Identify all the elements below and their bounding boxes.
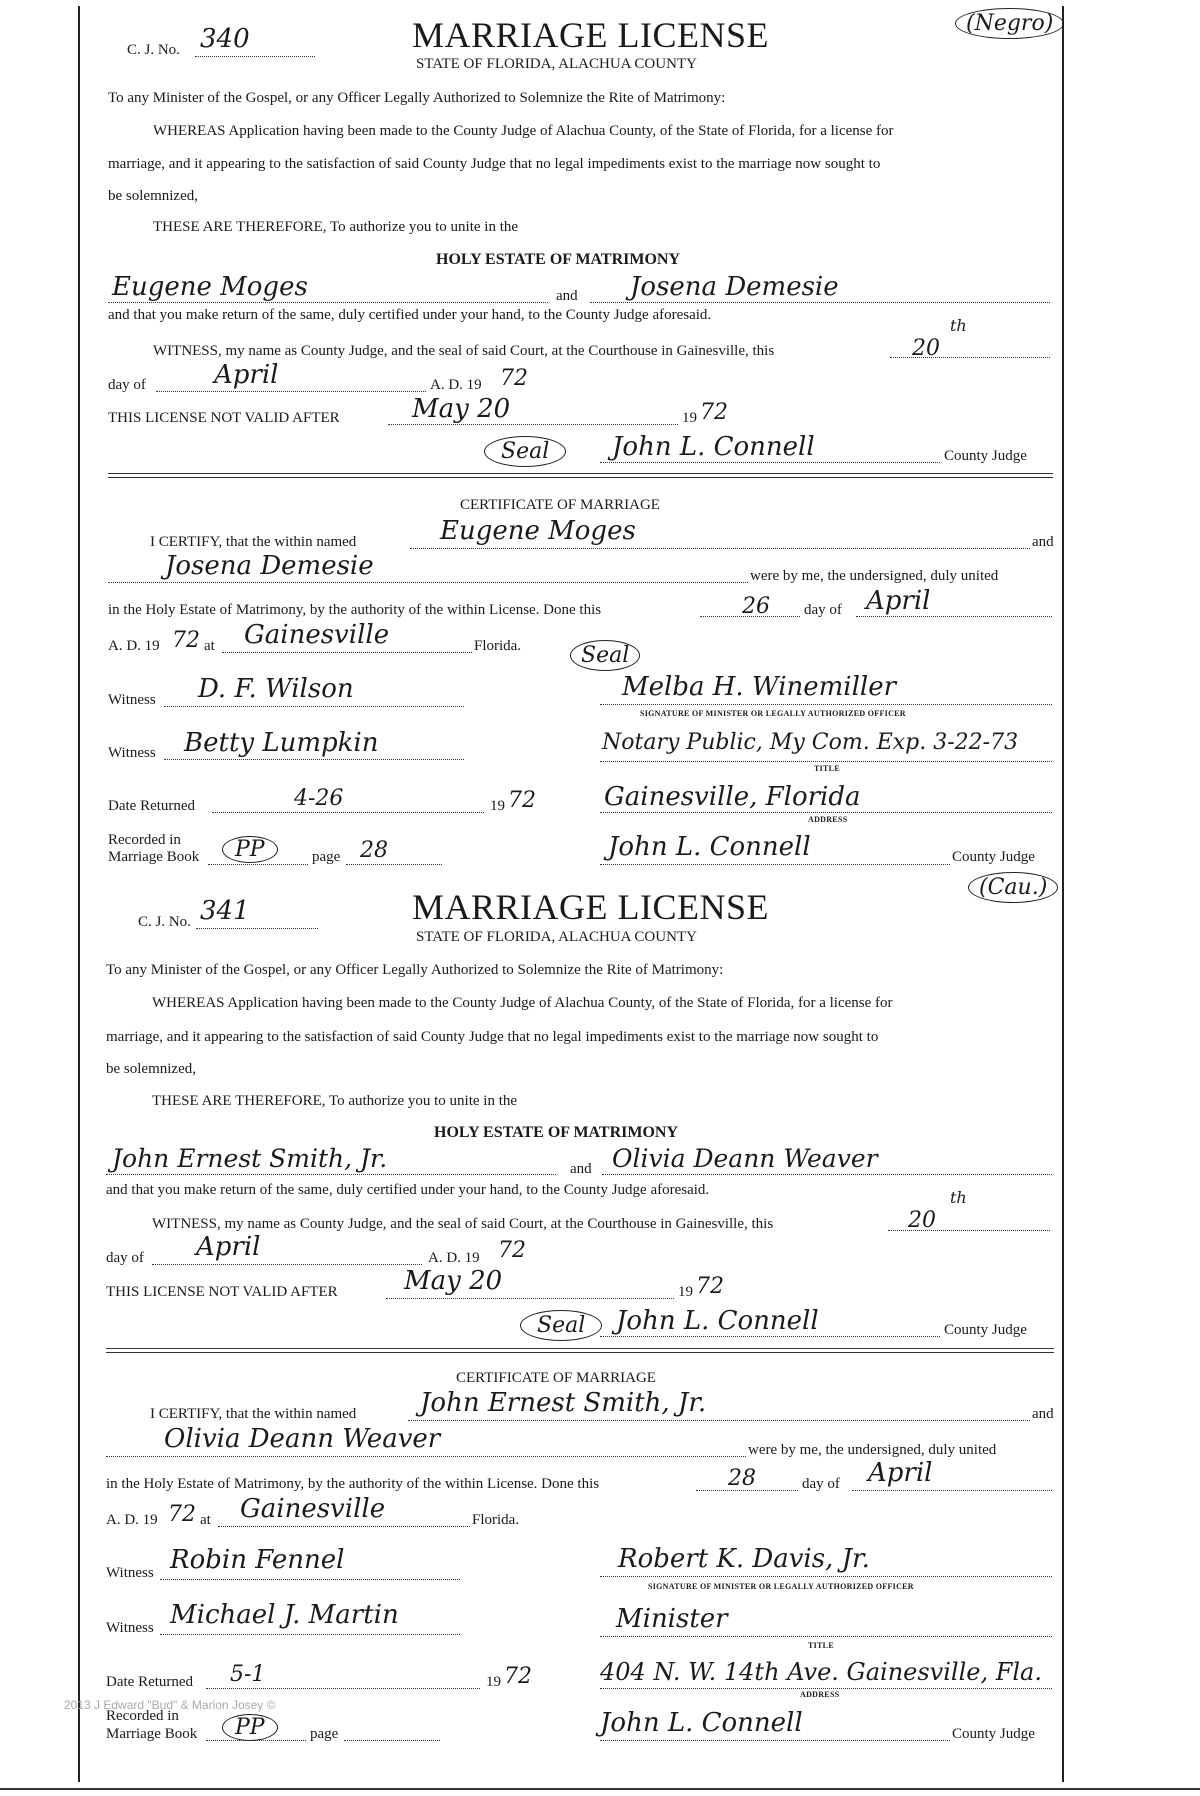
witness-judge-line: WITNESS, my name as County Judge, and the seal of said Court, at the Courthouse in Gainesville, this — [152, 1216, 774, 1232]
florida-label: Florida. — [474, 638, 522, 654]
therefore-line: THESE ARE THEREFORE, To authorize you to unite in the — [153, 219, 519, 235]
sig-officer-caption: SIGNATURE OF MINISTER OR LEGALLY AUTHORIZED OFFICER — [648, 1582, 914, 1591]
witness1-label: Witness — [108, 692, 156, 708]
cert-and-label: and — [1032, 1406, 1054, 1422]
holy-estate-heading: HOLY ESTATE OF MATRIMONY — [434, 1124, 679, 1141]
cert-place: Gainesville — [240, 1494, 386, 1524]
section-divider — [106, 1348, 1054, 1353]
cert-ad-label: A. D. 19 — [108, 638, 160, 654]
date-returned-label: Date Returned — [106, 1674, 194, 1690]
address-caption: ADDRESS — [808, 815, 848, 824]
therefore-line: THESE ARE THEREFORE, To authorize you to unite in the — [152, 1093, 518, 1109]
title-caption: TITLE — [808, 1641, 834, 1650]
were-by-me-line: were by me, the undersigned, duly united — [748, 1442, 997, 1458]
cert-ad-label: A. D. 19 — [106, 1512, 158, 1528]
witness1-signature: Robin Fennel — [170, 1545, 345, 1575]
whereas-line2: marriage, and it appearing to the satisfaction of said County Judge that no legal impediments exist to the marriage now sought to — [106, 1029, 879, 1045]
cj-no-label: C. J. No. — [138, 914, 191, 930]
county-judge-label: County Judge — [944, 448, 1027, 464]
bride-name: Josena Demesie — [630, 272, 839, 302]
copyright-watermark: 2013 J Edward "Bud" & Marion Josey © — [64, 1698, 276, 1712]
done-day-of-label: day of — [802, 1476, 840, 1492]
return-line: and that you make return of the same, duly certified under your hand, to the County Judge aforesaid. — [106, 1182, 710, 1198]
cert-and-label: and — [1032, 534, 1054, 550]
date-returned-value: 4-26 — [294, 786, 344, 811]
ad-label: A. D. 19 — [428, 1250, 480, 1266]
cj-no-label: C. J. No. — [127, 42, 180, 58]
witness-day: 20 — [908, 1208, 936, 1233]
to-any-line: To any Minister of the Gospel, or any Officer Legally Authorized to Solemnize the Rite of Matrimony: — [106, 962, 724, 978]
cj-no-value: 341 — [200, 896, 250, 926]
cert-groom: John Ernest Smith, Jr. — [420, 1388, 707, 1418]
address-caption: ADDRESS — [800, 1690, 840, 1699]
license-subtitle: STATE OF FLORIDA, ALACHUA COUNTY — [416, 56, 697, 72]
officer-address: Gainesville, Florida — [604, 782, 861, 812]
whereas-line1: WHEREAS Application having been made to the County Judge of Alachua County, of the State of Florida, for a license for — [153, 123, 894, 139]
holy-estate-heading: HOLY ESTATE OF MATRIMONY — [436, 251, 681, 268]
return-line: and that you make return of the same, duly certified under your hand, to the County Judge aforesaid. — [108, 307, 712, 323]
witness1-signature: D. F. Wilson — [198, 674, 354, 704]
witness1-label: Witness — [106, 1565, 154, 1581]
book-value: PP — [222, 1714, 278, 1741]
section-divider — [108, 473, 1053, 478]
i-certify-label: I CERTIFY, that the within named — [150, 1406, 357, 1422]
marriage-book-label: Marriage Book — [106, 1726, 198, 1742]
license-year: 72 — [500, 366, 528, 391]
expiry-date: May 20 — [404, 1266, 503, 1296]
expiry-year: 72 — [696, 1274, 724, 1299]
officer-title: Notary Public, My Com. Exp. 3-22-73 — [602, 730, 1019, 755]
court-seal: Seal — [484, 436, 566, 467]
page-value: 28 — [360, 838, 388, 863]
page-label: page — [310, 1726, 339, 1742]
witness-day-suffix: th — [950, 1188, 967, 1207]
day-of-label: day of — [108, 377, 146, 393]
license-year: 72 — [498, 1238, 526, 1263]
recorder-signature: John L. Connell — [608, 832, 811, 862]
judge-signature: John L. Connell — [612, 432, 815, 462]
cert-at-label: at — [200, 1512, 211, 1528]
i-certify-label: I CERTIFY, that the within named — [150, 534, 357, 550]
officer-title: Minister — [616, 1604, 728, 1634]
recorded-in-label: Recorded in — [106, 1708, 179, 1724]
date-returned-value: 5-1 — [230, 1662, 266, 1687]
recorder-county-judge-label: County Judge — [952, 849, 1035, 865]
witness-day: 20 — [912, 336, 940, 361]
marriage-book-label: Marriage Book — [108, 849, 200, 865]
expiry-year: 72 — [700, 400, 728, 425]
done-day-of-label: day of — [804, 602, 842, 618]
witness-judge-line: WITNESS, my name as County Judge, and the seal of said Court, at the Courthouse in Gainesville, this — [153, 343, 775, 359]
holy-estate-done-line: in the Holy Estate of Matrimony, by the authority of the within License. Done this — [106, 1476, 600, 1492]
witness2-signature: Betty Lumpkin — [184, 728, 379, 758]
bottom-rule — [0, 1788, 1200, 1790]
race-note: (Cau.) — [968, 872, 1058, 903]
and-label: and — [556, 288, 578, 304]
witness2-label: Witness — [108, 745, 156, 761]
whereas-line3: be solemnized, — [108, 188, 198, 204]
whereas-line1: WHEREAS Application having been made to the County Judge of Alachua County, of the State of Florida, for a license for — [152, 995, 893, 1011]
florida-label: Florida. — [472, 1512, 520, 1528]
and-label: and — [570, 1161, 592, 1177]
witness-month: April — [214, 360, 279, 390]
witness2-signature: Michael J. Martin — [170, 1600, 399, 1630]
to-any-line: To any Minister of the Gospel, or any Officer Legally Authorized to Solemnize the Rite of Matrimony: — [108, 90, 726, 106]
bride-name: Olivia Deann Weaver — [612, 1144, 878, 1173]
license-subtitle: STATE OF FLORIDA, ALACHUA COUNTY — [416, 929, 697, 945]
sig-officer-caption: SIGNATURE OF MINISTER OR LEGALLY AUTHORIZED OFFICER — [640, 709, 906, 718]
returned-year: 72 — [508, 788, 536, 813]
expiry-date: May 20 — [412, 394, 511, 424]
cert-at-label: at — [204, 638, 215, 654]
recorder-county-judge-label: County Judge — [952, 1726, 1035, 1742]
groom-name: John Ernest Smith, Jr. — [112, 1144, 388, 1173]
cert-place: Gainesville — [244, 620, 390, 650]
expiry-19: 19 — [678, 1284, 693, 1300]
race-note: (Negro) — [955, 8, 1064, 39]
cj-no-value: 340 — [200, 24, 250, 54]
officer-address: 404 N. W. 14th Ave. Gainesville, Fla. — [600, 1658, 1042, 1686]
witness-day-suffix: th — [950, 316, 967, 335]
holy-estate-done-line: in the Holy Estate of Matrimony, by the authority of the within License. Done this — [108, 602, 602, 618]
recorded-in-label: Recorded in — [108, 832, 181, 848]
book-value: PP — [222, 836, 278, 863]
cert-bride: Josena Demesie — [165, 551, 374, 581]
done-day: 26 — [742, 594, 770, 619]
officer-signature: Robert K. Davis, Jr. — [618, 1544, 870, 1574]
whereas-line2: marriage, and it appearing to the satisfaction of said County Judge that no legal impediments exist to the marriage now sought to — [108, 156, 881, 172]
were-by-me-line: were by me, the undersigned, duly united — [750, 568, 999, 584]
title-caption: TITLE — [814, 764, 840, 773]
witness2-label: Witness — [106, 1620, 154, 1636]
returned-19: 19 — [486, 1674, 501, 1690]
date-returned-label: Date Returned — [108, 798, 196, 814]
page-label: page — [312, 849, 341, 865]
not-valid-after-label: THIS LICENSE NOT VALID AFTER — [106, 1284, 338, 1300]
expiry-19: 19 — [682, 410, 697, 426]
done-month: April — [868, 1458, 933, 1488]
certificate-title: CERTIFICATE OF MARRIAGE — [460, 497, 660, 513]
court-seal: Seal — [520, 1310, 602, 1341]
cert-bride: Olivia Deann Weaver — [164, 1424, 441, 1454]
done-month: April — [866, 586, 931, 616]
cert-year: 72 — [172, 628, 200, 653]
returned-year: 72 — [504, 1664, 532, 1689]
officer-seal: Seal — [570, 640, 640, 671]
done-day: 28 — [728, 1466, 756, 1491]
not-valid-after-label: THIS LICENSE NOT VALID AFTER — [108, 410, 340, 426]
groom-name: Eugene Moges — [112, 272, 308, 302]
ad-label: A. D. 19 — [430, 377, 482, 393]
license-title: MARRIAGE LICENSE — [412, 887, 769, 927]
whereas-line3: be solemnized, — [106, 1061, 196, 1077]
county-judge-label: County Judge — [944, 1322, 1027, 1338]
cert-year: 72 — [168, 1502, 196, 1527]
day-of-label: day of — [106, 1250, 144, 1266]
license-title: MARRIAGE LICENSE — [412, 15, 769, 55]
witness-month: April — [196, 1232, 261, 1262]
officer-signature: Melba H. Winemiller — [622, 672, 897, 702]
recorder-signature: John L. Connell — [600, 1708, 803, 1738]
judge-signature: John L. Connell — [616, 1306, 819, 1336]
cert-groom: Eugene Moges — [440, 516, 636, 546]
certificate-title: CERTIFICATE OF MARRIAGE — [456, 1370, 656, 1386]
returned-19: 19 — [490, 798, 505, 814]
